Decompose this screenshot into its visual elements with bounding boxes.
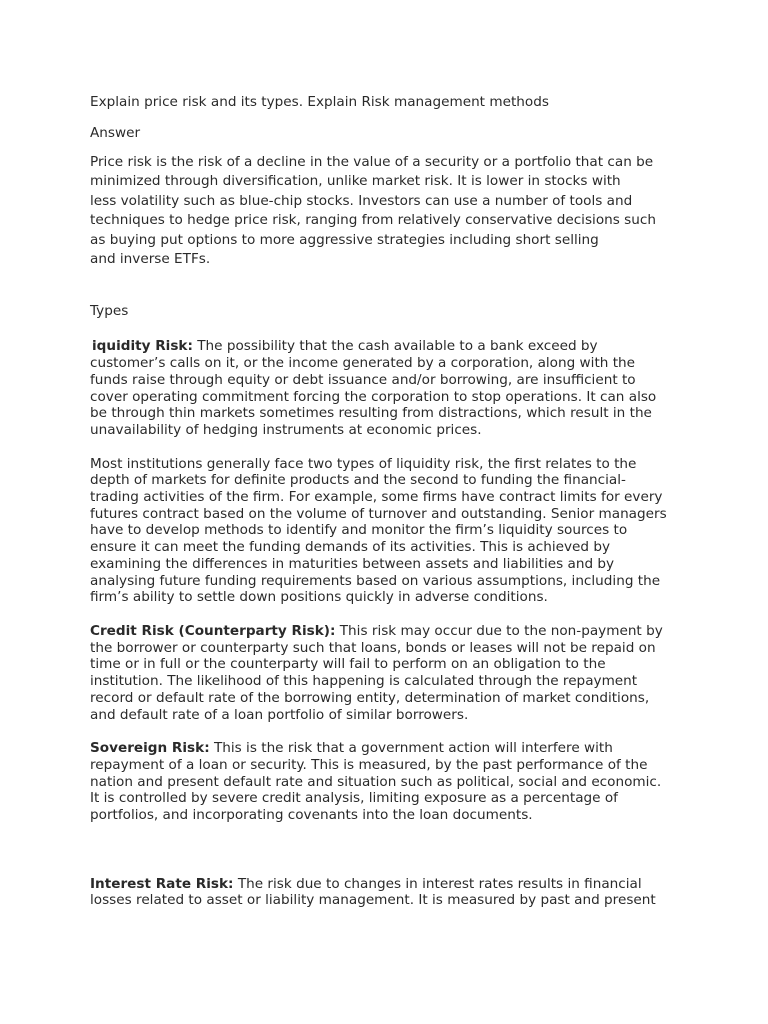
paragraph-line: and default rate of a loan portfolio of similar borrowers. (90, 706, 469, 723)
paragraph-line: be through thin markets sometimes resulting from distractions, which result in the (90, 405, 652, 422)
paragraph-line: unavailability of hedging instruments at economic prices. (90, 421, 482, 438)
paragraph-line: have to develop methods to identify and monitor the firm’s liquidity sources to (90, 522, 628, 539)
paragraph-line: It is controlled by severe credit analysis, limiting exposure as a percentage of (90, 790, 618, 807)
paragraph-line: customer’s calls on it, or the income generated by a corporation, along with the (90, 355, 636, 372)
intro-line: as buying put options to more aggressive strategies including short selling (90, 231, 599, 248)
paragraph-line: The risk due to changes in interest rates results in financial (233, 875, 642, 892)
interest-rate-risk-paragraph (90, 876, 680, 909)
paragraph-line: The possibility that the cash available to a bank exceed by (192, 338, 598, 355)
credit-risk-heading: Credit Risk (Counterparty Risk): (90, 622, 336, 639)
paragraph-line: cover operating commitment forcing the corporation to stop operations. It can also (90, 388, 657, 405)
sovereign-risk-paragraph (90, 740, 680, 824)
paragraph-line: futures contract based on the volume of turnover and outstanding. Senior managers (90, 505, 667, 522)
paragraph-line: institution. The likelihood of this happening is calculated through the repayment (90, 673, 638, 690)
types-heading: Types (90, 303, 129, 320)
credit-risk-paragraph (90, 623, 680, 723)
paragraph-line: trading activities of the firm. For example, some firms have contract limits for every (90, 489, 663, 506)
liquidity-risk-paragraph (90, 338, 680, 438)
paragraph-line: firm’s ability to settle down positions quickly in adverse conditions. (90, 589, 548, 606)
paragraph-line: Most institutions generally face two types of liquidity risk, the first relates to the (90, 455, 637, 472)
paragraph-line: This is the risk that a government action will interfere with (209, 740, 613, 757)
paragraph-line: nation and present default rate and situation such as political, social and economic. (90, 773, 662, 790)
paragraph-line: This risk may occur due to the non-payment by (335, 622, 663, 639)
liquidity-detail-paragraph (90, 456, 680, 606)
paragraph-line: record or default rate of the borrowing entity, determination of market conditions, (90, 689, 650, 706)
paragraph-line: time or in full or the counterparty will fail to perform on an obligation to the (90, 656, 606, 673)
interest-rate-risk-heading: Interest Rate Risk: (90, 875, 234, 892)
intro-line: less volatility such as blue-chip stocks. Investors can use a number of tools and (90, 192, 633, 209)
paragraph-line: examining the differences in maturities between assets and liabilities and by (90, 555, 615, 572)
document-body (90, 92, 680, 926)
sovereign-risk-heading: Sovereign Risk: (90, 740, 210, 757)
intro-line: Price risk is the risk of a decline in the value of a security or a portfolio that can be (90, 154, 654, 170)
answer-label: Answer (90, 125, 141, 141)
paragraph-line: repayment of a loan or security. This is measured, by the past performance of the (90, 756, 648, 773)
intro-line: minimized through diversification, unlike market risk. It is lower in stocks with (90, 173, 621, 190)
intro-paragraph (90, 153, 680, 269)
paragraph-line: ensure it can meet the funding demands of its activities. This is achieved by (90, 539, 611, 556)
paragraph-line: portfolios, and incorporating covenants into the loan documents. (90, 807, 533, 824)
liquidity-risk-heading: iquidity Risk: (92, 338, 193, 355)
paragraph-line: depth of markets for definite products and the second to funding the financial- (90, 472, 626, 489)
paragraph-line: funds raise through equity or debt issuance and/or borrowing, are insufficient to (90, 371, 636, 388)
intro-line: techniques to hedge price risk, ranging from relatively conservative decisions such (90, 212, 656, 229)
paragraph-line: the borrower or counterparty such that loans, bonds or leases will not be repaid on (90, 639, 656, 656)
paragraph-line: analysing future funding requirements based on various assumptions, including the (90, 572, 661, 589)
paragraph-line: losses related to asset or liability management. It is measured by past and present (90, 892, 656, 909)
question-text: Explain price risk and its types. Explain Risk management methods (90, 94, 549, 110)
intro-line: and inverse ETFs. (90, 251, 211, 268)
